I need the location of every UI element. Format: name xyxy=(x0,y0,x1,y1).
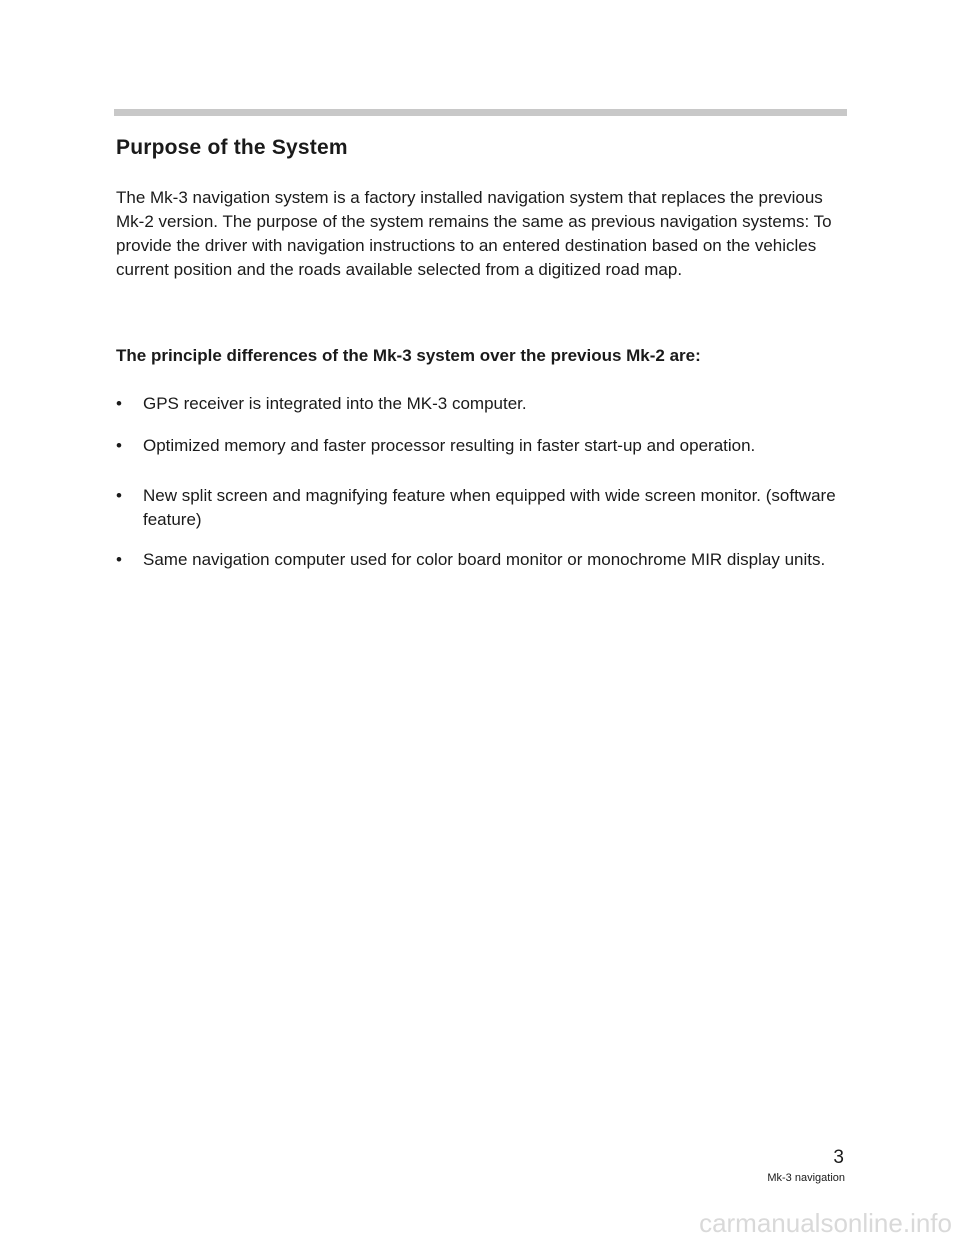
bullet-icon: • xyxy=(116,550,122,569)
bullet-icon: • xyxy=(116,394,122,413)
list-item xyxy=(116,548,846,572)
section-divider xyxy=(114,109,847,116)
watermark: carmanualsonline.info xyxy=(699,1208,952,1238)
list-item-text: Same navigation computer used for color board monitor or monochrome MIR display units. xyxy=(143,550,826,569)
list-item xyxy=(116,484,846,532)
differences-heading: The principle differences of the Mk-3 system over the previous Mk-2 are: xyxy=(116,346,701,365)
page-number: 3 xyxy=(833,1147,844,1168)
bullet-icon: • xyxy=(116,486,122,505)
section-title: Purpose of the System xyxy=(116,136,348,159)
list-item-text: New split screen and magnifying feature when equipped with wide screen monitor. (software feature) xyxy=(143,486,836,529)
intro-paragraph: The Mk-3 navigation system is a factory installed navigation system that replaces the previous Mk-2 version. The purpose of the system remains the same as previous navigation systems: To provide the driver with navigation instructions to an entered destination based on the vehicles current position and the roads available selected from a digitized road map. xyxy=(116,188,832,279)
running-footer: Mk-3 navigation xyxy=(767,1172,845,1184)
bullet-icon: • xyxy=(116,436,122,455)
list-item xyxy=(116,392,846,416)
list-item-text: GPS receiver is integrated into the MK-3 computer. xyxy=(143,394,527,413)
list-item xyxy=(116,434,846,458)
list-item-text: Optimized memory and faster processor resulting in faster start-up and operation. xyxy=(143,436,756,455)
